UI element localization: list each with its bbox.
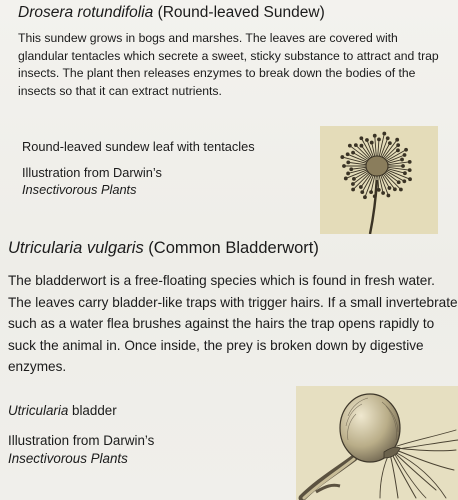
bladderwort-caption: [8, 402, 117, 419]
bladderwort-bladder-drawing: [296, 386, 458, 500]
bladderwort-caption-rest: bladder: [68, 403, 117, 418]
sundew-heading: [18, 4, 325, 22]
bladderwort-credit: [8, 432, 154, 468]
bladderwort-credit-line: Illustration from Darwin’s: [8, 433, 155, 448]
bladderwort-caption-genus: Utricularia: [8, 403, 69, 418]
bladderwort-bladder-illustration: [296, 386, 458, 500]
bladderwort-heading: [8, 239, 319, 258]
sundew-species-name: Drosera rotundifolia: [18, 4, 154, 21]
sundew-leaf-drawing: [320, 126, 438, 234]
bladderwort-credit-book: Insectivorous Plants: [8, 451, 128, 466]
sundew-description: This sundew grows in bogs and marshes. The leaves are covered with glandular tentacles which secrete a sweet, sticky substance to attract and trap insects. The plant then releases enzymes to break down the bodies of the insects so that it can extract nutrients.: [18, 31, 439, 98]
sundew-credit-line: Illustration from Darwin’s: [22, 165, 162, 180]
bladderwort-description: The bladderwort is a free-floating species which is found in fresh water. The leaves carry bladder-like traps with trigger hairs. If a small invertebrate such as a water flea brushes against the hairs the trap opens rapidly to suck the animal in. Once inside, the prey is broken down by digestive enzymes.: [8, 273, 458, 374]
sundew-common-name: (Round-leaved Sundew): [153, 4, 325, 21]
sundew-caption: Round-leaved sundew leaf with tentacles: [22, 139, 255, 154]
bladderwort-species-name: Utricularia vulgaris: [8, 239, 144, 257]
sundew-leaf-illustration: [320, 126, 438, 234]
bladderwort-common-name: (Common Bladderwort): [143, 239, 319, 257]
sundew-credit: [22, 164, 162, 198]
sundew-credit-book: Insectivorous Plants: [22, 182, 137, 197]
